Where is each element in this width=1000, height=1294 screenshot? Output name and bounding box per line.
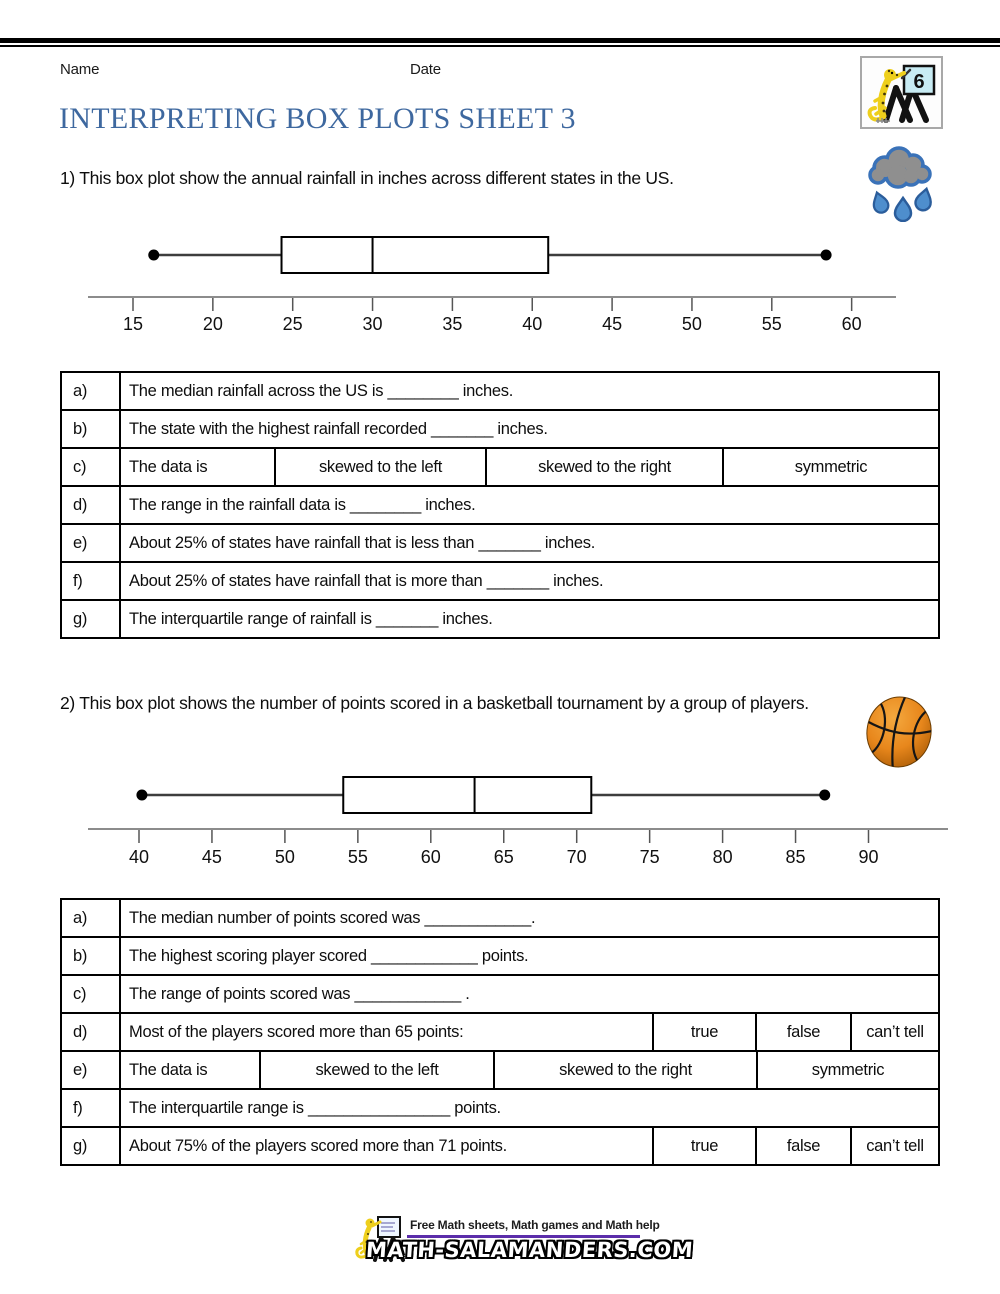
salamander-easel-icon — [862, 58, 941, 127]
question1-prompt: 1) This box plot show the annual rainfall in inches across different states in the US. — [60, 168, 674, 188]
row-label: a) — [73, 381, 88, 400]
question-text: The interquartile range is ________________ points. — [119, 1090, 938, 1126]
option-false: false — [755, 1014, 850, 1050]
table-row — [62, 409, 938, 447]
question-text: About 25% of states have rainfall that is more than _______ inches. — [119, 563, 938, 599]
table-row — [62, 1126, 938, 1164]
iqr-box — [343, 777, 591, 813]
footer-tagline: Free Math sheets, Math games and Math help — [410, 1218, 660, 1232]
grade-badge: 6 — [913, 71, 925, 93]
row-label: g) — [73, 609, 88, 628]
axis-tick-label: 75 — [639, 847, 660, 867]
option-cant-tell: can’t tell — [850, 1128, 938, 1164]
axis-tick-label: 60 — [841, 314, 862, 334]
name-field-label: Name — [60, 61, 100, 78]
row-label: e) — [73, 533, 88, 552]
question-text: The data is — [119, 449, 274, 485]
question-text: Most of the players scored more than 65 points: — [119, 1014, 652, 1050]
max-point — [819, 790, 830, 801]
footer-wordmark: MATH-SALAMANDERS.COM — [365, 1238, 694, 1262]
option-false: false — [755, 1128, 850, 1164]
axis-tick-label: 25 — [282, 314, 303, 334]
top-divider — [0, 38, 1000, 47]
raindrops — [870, 187, 934, 221]
axis-tick-label: 80 — [712, 847, 733, 867]
date-field-label: Date — [410, 61, 441, 78]
axis-tick-label: 30 — [362, 314, 383, 334]
axis-tick-label: 55 — [347, 847, 368, 867]
axis-tick-label: 55 — [761, 314, 782, 334]
option-true: true — [652, 1014, 755, 1050]
rain-cloud-icon — [866, 144, 938, 222]
option-true: true — [652, 1128, 755, 1164]
row-label: f) — [73, 571, 83, 590]
axis-tick-label: 40 — [128, 847, 150, 867]
basketball-boxplot — [60, 763, 950, 875]
option-cant-tell: can’t tell — [850, 1014, 938, 1050]
row-label: d) — [73, 1022, 88, 1041]
table-row — [62, 1088, 938, 1126]
row-label: c) — [73, 984, 87, 1003]
question-text: About 75% of the players scored more than 71 points. — [119, 1128, 652, 1164]
table-row — [62, 561, 938, 599]
table-row — [62, 1012, 938, 1050]
axis-tick-label: 45 — [201, 847, 222, 867]
axis-tick-label: 40 — [522, 314, 543, 334]
table-row — [62, 974, 938, 1012]
axis-tick-label: 85 — [785, 847, 806, 867]
axis-tick-label: 50 — [681, 314, 702, 334]
question-text: The interquartile range of rainfall is _______ inches. — [119, 601, 938, 637]
axis-tick-label: 15 — [122, 314, 144, 334]
min-point — [148, 250, 159, 261]
option-skewed-left: skewed to the left — [259, 1052, 493, 1088]
axis-tick-label: 90 — [858, 847, 879, 867]
row-label: c) — [73, 457, 87, 476]
table-row — [62, 599, 938, 637]
option-skewed-left: skewed to the left — [274, 449, 485, 485]
table-row — [62, 900, 938, 936]
option-symmetric: symmetric — [756, 1052, 938, 1088]
q2-answer-table — [60, 898, 940, 1166]
rainfall-boxplot — [60, 225, 940, 341]
question-text: The data is — [119, 1052, 259, 1088]
row-label: f) — [73, 1098, 83, 1117]
row-label: g) — [73, 1136, 88, 1155]
option-skewed-right: skewed to the right — [485, 449, 722, 485]
row-label: b) — [73, 419, 88, 438]
table-row — [62, 447, 938, 485]
axis-tick-label: 65 — [493, 847, 514, 867]
axis-tick-label: 35 — [442, 314, 463, 334]
axis-tick-label: 20 — [202, 314, 223, 334]
option-symmetric: symmetric — [722, 449, 938, 485]
row-label: b) — [73, 946, 88, 965]
question-text: The highest scoring player scored ____________ points. — [119, 938, 938, 974]
min-point — [136, 790, 147, 801]
math-salamanders-grade-logo — [860, 56, 943, 129]
table-row — [62, 523, 938, 561]
table-row — [62, 373, 938, 409]
question-text: The median number of points scored was ____________. — [119, 900, 938, 936]
row-label: e) — [73, 1060, 88, 1079]
axis-tick-label: 60 — [420, 847, 441, 867]
row-label: a) — [73, 908, 88, 927]
option-skewed-right: skewed to the right — [493, 1052, 756, 1088]
question2-prompt: 2) This box plot shows the number of points scored in a basketball tournament by a group of players. — [60, 693, 809, 713]
iqr-box — [282, 237, 549, 273]
question-text: The state with the highest rainfall recorded _______ inches. — [119, 411, 938, 447]
table-row — [62, 936, 938, 974]
max-point — [821, 250, 832, 261]
q1-answer-table — [60, 371, 940, 639]
question-text: The median rainfall across the US is ________ inches. — [119, 373, 938, 409]
table-row — [62, 1050, 938, 1088]
axis-tick-label: 45 — [602, 314, 623, 334]
question-text: The range of points scored was ____________ . — [119, 976, 938, 1012]
question-text: About 25% of states have rainfall that is less than _______ inches. — [119, 525, 938, 561]
axis-tick-label: 50 — [274, 847, 295, 867]
axis-tick-label: 70 — [566, 847, 587, 867]
page-title: INTERPRETING BOX PLOTS SHEET 3 — [59, 102, 576, 135]
question-text: The range in the rainfall data is ________ inches. — [119, 487, 938, 523]
row-label: d) — [73, 495, 88, 514]
table-row — [62, 485, 938, 523]
basketball-icon — [862, 695, 936, 769]
